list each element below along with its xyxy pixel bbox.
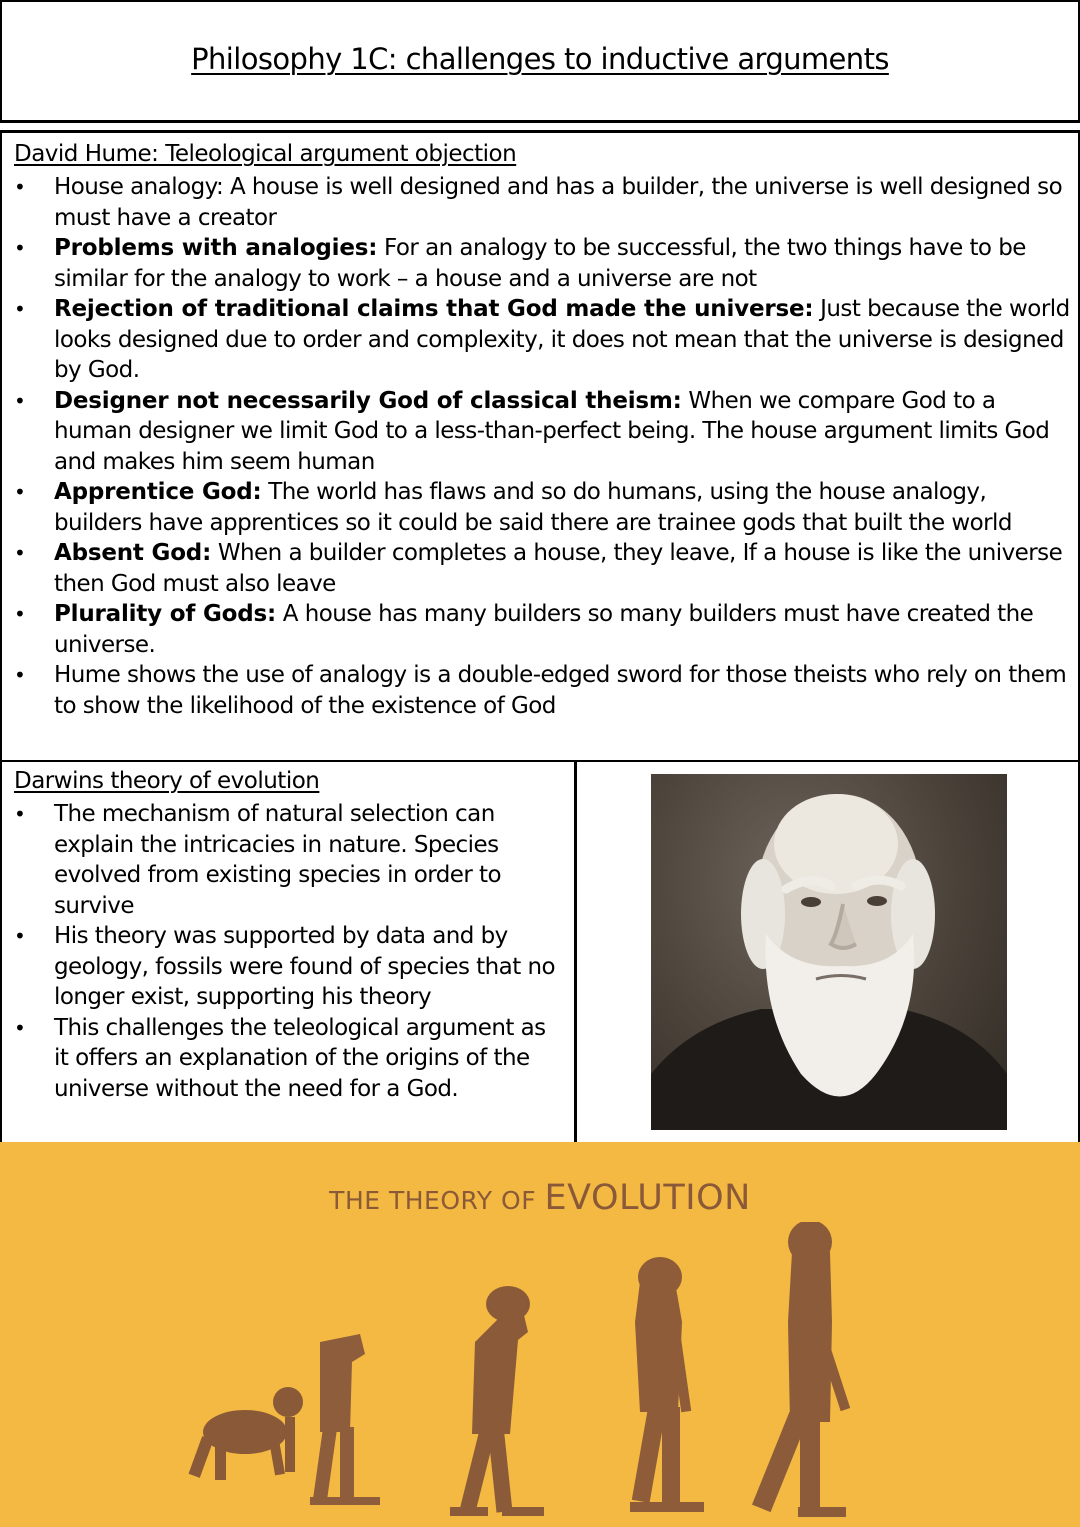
evolution-banner-image: [0, 1142, 1080, 1527]
hume-heading: David Hume: Teleological argument objection: [14, 141, 517, 167]
list-item: • Rejection of traditional claims that God made the universe: Just because the world looks designed due to order and complexity, it does not mean that the universe is designed by God.: [2, 294, 1072, 386]
list-item: • This challenges the teleological argument as it offers an explanation of the origins of the universe without the need for a God.: [2, 1013, 562, 1105]
human-figure-icon: [752, 1222, 850, 1517]
list-item: • The mechanism of natural selection can explain the intricacies in nature. Species evolved from existing species in order to survive: [2, 799, 562, 921]
list-item: • Plurality of Gods: A house has many builders so many builders must have created the universe.: [2, 599, 1072, 660]
list-item: • Absent God: When a builder completes a house, they leave, If a house is like the universe then God must also leave: [2, 538, 1072, 599]
portrait-illustration: [651, 774, 1007, 1130]
darwin-section: [0, 760, 1080, 1144]
list-item: • His theory was supported by data and by geology, fossils were found of species that no longer exist, supporting his theory: [2, 921, 562, 1013]
hume-section: [0, 130, 1080, 762]
page-title: Philosophy 1C: challenges to inductive arguments: [191, 42, 889, 76]
ape-figure-icon: [189, 1387, 303, 1480]
list-item: • House analogy: A house is well designed and has a builder, the universe is well designed so must have a creator: [2, 172, 1072, 233]
hominid-figure-1-icon: [310, 1334, 380, 1505]
darwin-bullet-list: [2, 799, 562, 1104]
evolution-figures-illustration: [170, 1222, 890, 1522]
hominid-figure-2-icon: [450, 1286, 544, 1516]
hominid-figure-3-icon: [630, 1257, 704, 1512]
darwin-portrait-image: [651, 774, 1007, 1130]
list-item: • Hume shows the use of analogy is a double-edged sword for those theists who rely on them to show the likelihood of the existence of God: [2, 660, 1072, 721]
list-item: • Designer not necessarily God of classical theism: When we compare God to a human designer we limit God to a less-than-perfect being. The house argument limits God and makes him seem human: [2, 386, 1072, 478]
list-item: • Problems with analogies: For an analogy to be successful, the two things have to be similar for the analogy to work – a house and a universe are not: [2, 233, 1072, 294]
title-box: [0, 0, 1080, 123]
darwin-heading: Darwins theory of evolution: [14, 768, 320, 794]
column-divider: [574, 762, 577, 1146]
hume-bullet-list: [2, 172, 1072, 721]
banner-title: THE THEORY OF EVOLUTION: [329, 1178, 751, 1218]
list-item: • Apprentice God: The world has flaws and so do humans, using the house analogy, builders have apprentices so it could be said there are trainee gods that built the world: [2, 477, 1072, 538]
